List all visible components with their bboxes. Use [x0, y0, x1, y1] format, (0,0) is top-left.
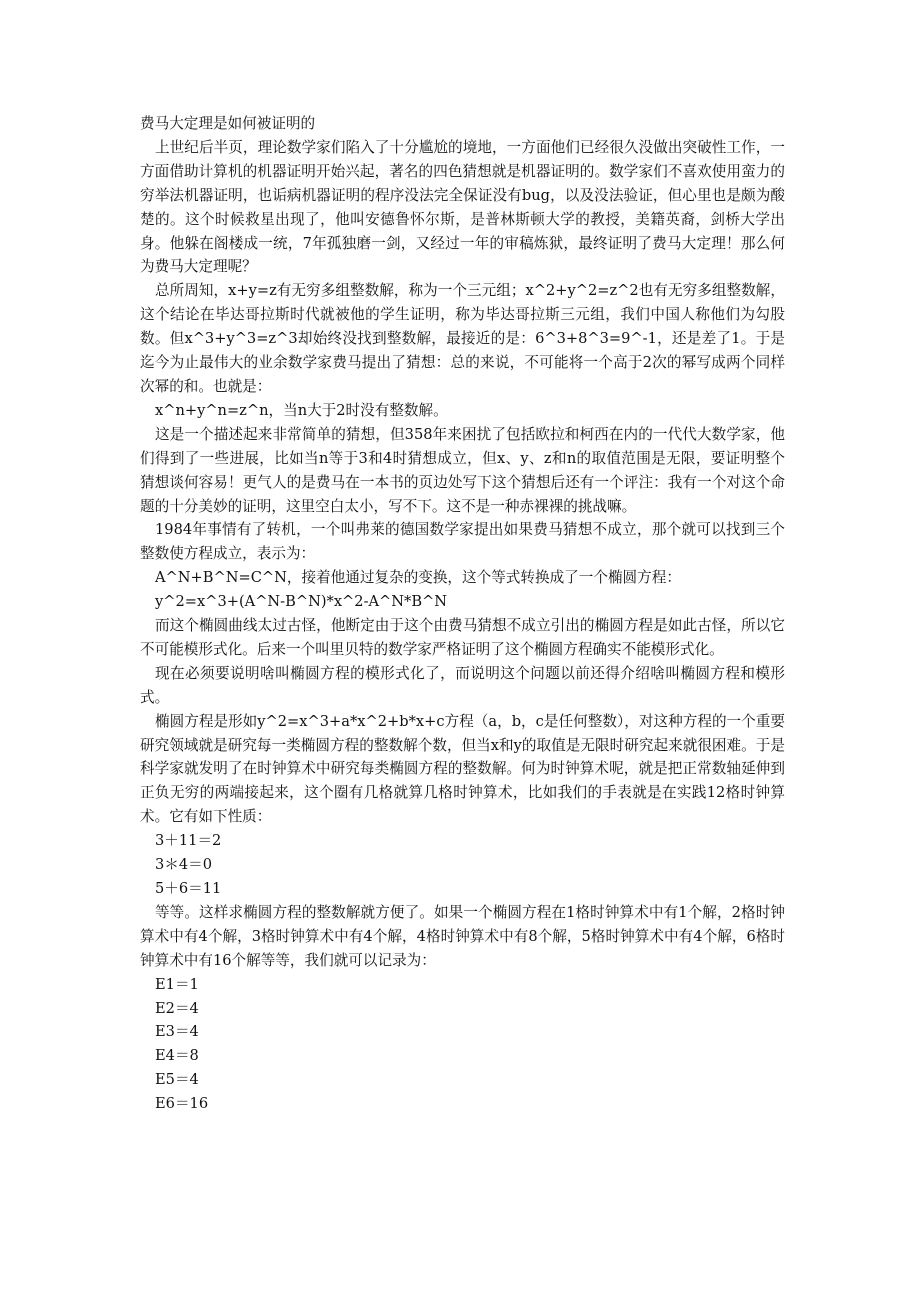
formula-fermat: x^n+y^n=z^n，当n大于2时没有整数解。	[155, 401, 448, 419]
e-series-item: E1＝1	[155, 975, 199, 993]
e-series-item: E6＝16	[155, 1095, 209, 1113]
paragraph-modular-intro: 现在必须要说明啥叫椭圆方程的模形式化了，而说明这个问题以前还得介绍啥叫椭圆方程和模形式。	[140, 664, 785, 706]
formula-clock-example-1: 3＋11＝2	[155, 832, 222, 850]
formula-clock-example-2: 3＊4＝0	[155, 856, 213, 874]
formula-elliptic-curve: y^2=x^3+(A^N-B^N)*x^2-A^N*B^N	[155, 593, 448, 611]
paragraph-intro: 上世纪后半页，理论数学家们陷入了十分尴尬的境地，一方面他们已经很久没做出突破性工作，一方面借助计算机的机器证明开始兴起，著名的四色猜想就是机器证明的。数学家们不喜欢使用蛮力的穷举法机器证明，也诟病机器证明的程序没法完全保证没有bug，以及没法验证，但心里也是颇为酸楚的。这个时候救星出现了，他叫安德鲁怀尔斯，是普林斯顿大学的教授，美籍英裔，剑桥大学出身。他躲在阁楼成一统，7年孤独磨一剑，又经过一年的审稿炼狱，最终证明了费马大定理！那么何为费马大定理呢？	[140, 138, 785, 276]
paragraph-clock-arithmetic: 椭圆方程是形如y^2=x^3+a*x^2+b*x+c方程（a，b，c是任何整数），对这种方程的一个重要研究领域就是研究每一类椭圆方程的整数解个数，但当x和y的取值是无限时研究起来就很困难。于是科学家就发明了在时钟算术中研究每类椭圆方程的整数解。何为时钟算术呢，就是把正常数轴延伸到正负无穷的两端接起来，这个圈有几格就算几格时钟算术，比如我们的手表就是在实践12格时钟算术。它有如下性质：	[140, 712, 785, 826]
paragraph-pythagorean: 总所周知，x+y=z有无穷多组整数解，称为一个三元组；x^2+y^2=z^2也有无穷多组整数解，这个结论在毕达哥拉斯时代就被他的学生证明，称为毕达哥拉斯三元组，我们中国人称他们为勾股数。但x^3+y^3=z^3却始终没找到整数解，最接近的是：6^3+8^3=9^-1，还是差了1。于是迄今为止最伟大的业余数学家费马提出了猜想：总的来说，不可能将一个高于2次的幂写成两个同样次幂的和。也就是：	[140, 282, 785, 395]
e-series-item: E2＝4	[155, 999, 199, 1017]
paragraph-conjecture-history: 这是一个描述起来非常简单的猜想，但358年来困扰了包括欧拉和柯西在内的一代代大数学家，他们得到了一些进展，比如当n等于3和4时猜想成立，但x、y、z和n的取值范围是无限，要证明整个猜想谈何容易！更气人的是费马在一本书的页边处写下这个猜想后还有一个评注：我有一个对这个命题的十分美妙的证明，这里空白太小，写不下。这不是一种赤裸裸的挑战嘛。	[140, 425, 785, 515]
e-series-item: E3＝4	[155, 1023, 199, 1041]
e-series-item: E5＝4	[155, 1071, 199, 1089]
formula-clock-example-3: 5＋6＝11	[155, 880, 222, 897]
document-body	[140, 112, 785, 1116]
document-title: 费马大定理是如何被证明的	[140, 115, 316, 132]
paragraph-solution-counts: 等等。这样求椭圆方程的整数解就方便了。如果一个椭圆方程在1格时钟算术中有1个解，2格时钟算术中有4个解，3格时钟算术中有4个解，4格时钟算术中有8个解，5格时钟算术中有4个解，6格时钟算术中有16个解等等，我们就可以记录为：	[140, 903, 785, 969]
e-series-item: E4＝8	[155, 1047, 199, 1065]
paragraph-frey: 1984年事情有了转机，一个叫弗莱的德国数学家提出如果费马猜想不成立，那个就可以找到三个整数使方程成立，表示为：	[140, 521, 785, 563]
formula-frey-equation: A^N+B^N=C^N，接着他通过复杂的变换，这个等式转换成了一个椭圆方程：	[155, 569, 681, 587]
paragraph-ribet: 而这个椭圆曲线太过古怪，他断定由于这个由费马猜想不成立引出的椭圆方程是如此古怪，所以它不可能模形式化。后来一个叫里贝特的数学家严格证明了这个椭圆方程确实不能模形式化。	[140, 617, 785, 658]
